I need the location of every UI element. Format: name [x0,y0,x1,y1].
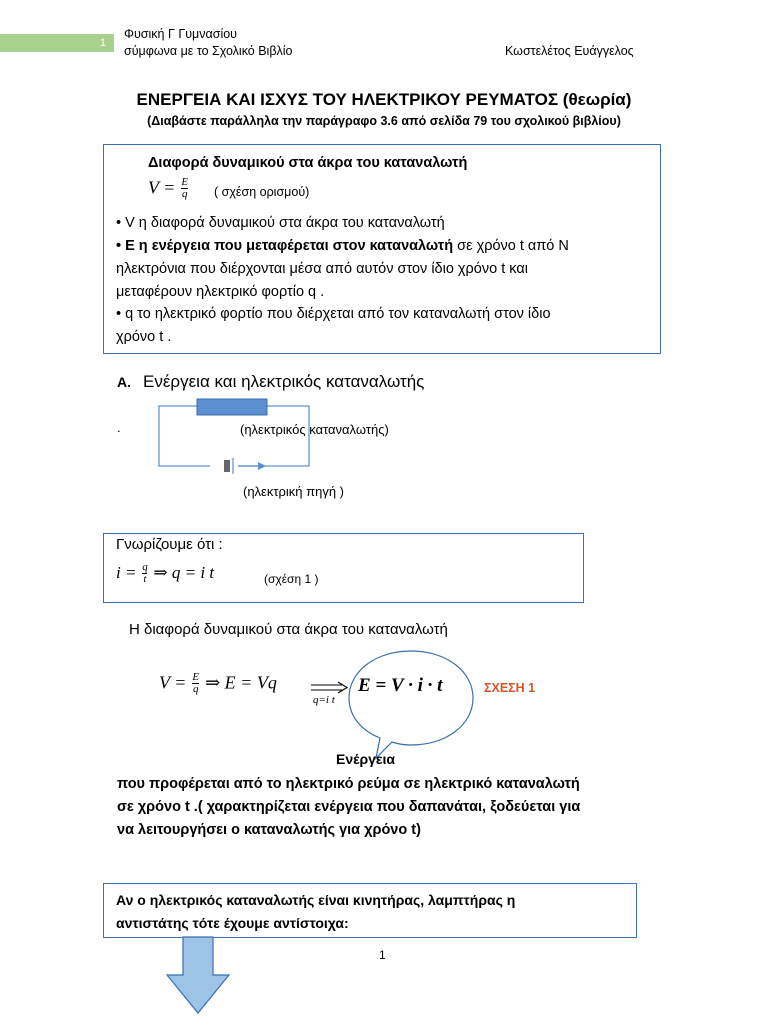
header-author: Κωστελέτος Ευάγγελος [505,44,634,58]
resistor-icon [197,399,267,415]
derivation-fraction [191,672,200,695]
circuit-dot: . [117,420,121,435]
bullet-e-line2: ηλεκτρόνια που διέρχονται μέσα από αυτόν στον ίδιο χρόνο t και [116,261,528,277]
current-formula-rhs: ⇒ q = i t [153,562,215,582]
derivation-formula [159,672,277,695]
bullet-e-rest: σε χρόνο t από N [453,238,569,254]
formula-fraction [180,177,189,200]
page-subtitle: (Διαβάστε παράλληλα την παράγραφο 3.6 από σελίδα 79 του σχολικού βιβλίου) [147,114,621,128]
section-a-heading [117,372,424,392]
definition-box [103,144,661,354]
energy-heading: Ενέργεια [336,751,396,767]
bullet-v: • V η διαφορά δυναμικού στα άκρα του καταναλωτή [116,215,445,231]
arrow-head-icon [258,462,266,470]
page-title: ΕΝΕΡΓΕΙΑ ΚΑΙ ΙΣΧΥΣ ΤΟΥ ΗΛΕΚΤΡΙΚΟΥ ΡΕΥΜΑΤΟΣ (θεωρία) [136,90,632,109]
page-number-badge: 1 [0,34,114,52]
current-formula [116,562,214,585]
cases-line-1: Αν ο ηλεκτρικός καταναλωτής είναι κινητήρας, λαμπτήρας η [116,892,516,908]
fraction-denominator: q [181,188,188,200]
derivation-intro: Η διαφορά δυναμικού στα άκρα του καταναλωτή [129,621,448,638]
section-letter: Α. [117,374,131,390]
derivation-mid: ⇒ E = Vq [205,672,277,693]
bullet-q-line2: χρόνο t . [116,329,172,345]
battery-icon [224,460,230,472]
formula-note: ( σχέση ορισμού) [214,185,310,199]
current-fraction-denominator: t [143,573,147,585]
current-fraction-numerator: q [142,561,148,573]
current-formula-lhs: i = [116,562,137,582]
cases-box [103,883,637,938]
energy-line-2: σε χρόνο t .( χαρακτηρίζεται ενέργεια που δαπανάται, ξοδεύεται για [117,799,581,815]
down-arrow-icon [165,935,231,1015]
arrow-condition: q=i t [313,694,335,706]
relation-1-note: (σχέση 1 ) [264,572,319,586]
derivation-lhs: V = [159,672,187,693]
bullet-e-line3: μεταφέρουν ηλεκτρικό φορτίο q . [116,284,325,300]
load-label: (ηλεκτρικός καταναλωτής) [240,422,389,437]
fraction-numerator: E [181,176,189,188]
definition-formula [148,177,189,200]
cases-line-2: αντιστάτης τότε έχουμε αντίστοιχα: [116,915,349,931]
header-course: Φυσική Γ Γυμνασίου [124,27,238,41]
known-intro: Γνωρίζουμε ότι : [116,536,223,553]
footer-page-number: 1 [379,948,386,962]
long-implies-arrow-icon [310,681,350,695]
bullet-q: • q το ηλεκτρικό φορτίο που διέρχεται από τον καταναλωτή στον ίδιο [116,306,551,322]
energy-result-formula: E = V · i · t [358,675,443,696]
source-label: (ηλεκτρική πηγή ) [243,484,344,499]
energy-line-1: που προφέρεται από το ηλεκτρικό ρεύμα σε ηλεκτρικό καταναλωτή [117,776,580,792]
bullet-e-bold: • Ε η ενέργεια που μεταφέρεται στον καταναλωτή [116,238,454,254]
header-book-note: σύμφωνα με το Σχολικό Βιβλίο [124,44,293,58]
current-fraction [141,562,149,585]
bullet-e [116,235,569,258]
known-relation-box [103,533,584,603]
relation-1-tag: ΣΧΕΣΗ 1 [484,681,536,695]
derivation-numerator: E [192,671,200,683]
section-title: Ενέργεια και ηλεκτρικός καταναλωτής [143,372,425,391]
definition-heading: Διαφορά δυναμικού στα άκρα του καταναλωτή [148,155,468,171]
speech-bubble [346,648,476,762]
derivation-denominator: q [192,683,199,695]
energy-line-3: να λειτουργήσει ο καταναλωτής για χρόνο t) [117,822,421,838]
formula-lhs: V = [148,177,176,198]
